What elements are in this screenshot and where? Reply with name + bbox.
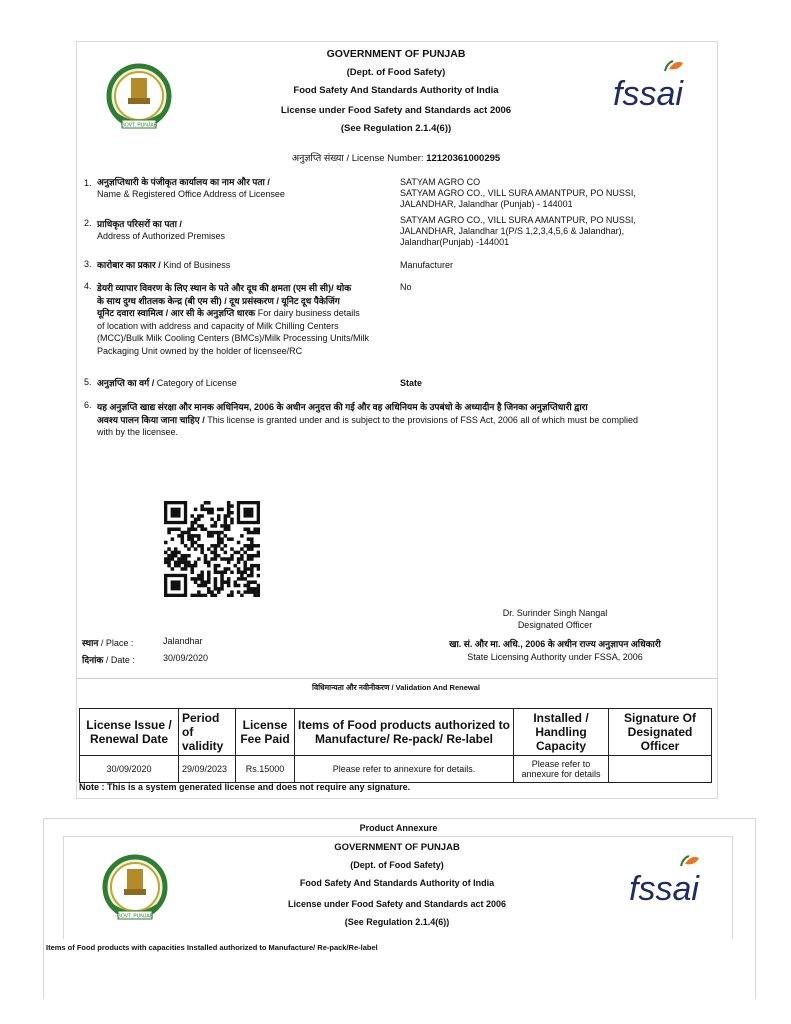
field-5-value: State [400,378,423,388]
table-cell: 30/09/2020 [80,756,179,783]
field-3-value: Manufacturer [400,260,454,270]
place-value: Jalandhar [163,636,203,646]
regulation-title: (See Regulation 2.1.4(6)) [344,917,450,927]
authority-title: Food Safety And Standards Authority of India [293,85,499,96]
field-5-number: 5. [84,377,92,387]
table-header-row [80,709,712,756]
table-header: License Issue / Renewal Date [80,709,179,756]
punjab-emblem-icon [104,62,174,134]
field-2-label: प्राधिकृत परिसरों का पता / Address of Authorized Premises [97,219,226,241]
table-cell [609,756,712,783]
authority-title: Food Safety And Standards Authority of India [299,878,495,888]
annexure-items-caption: Items of Food products with capacities Installed authorized to Manufacture/ Re-pack/Re-label [46,943,378,952]
field-3-label: कारोबार का प्रकार / Kind of Business [97,260,231,270]
field-6-number: 6. [84,400,92,410]
field-5-label: अनुज्ञप्ति का वर्ग / Category of License [97,378,237,388]
table-header: Installed / Handling Capacity [514,709,609,756]
table-row [80,756,712,783]
field-2-number: 2. [84,218,92,228]
field-1-value: SATYAM AGRO CO SATYAM AGRO CO., VILL SURA AMANTPUR, PO NUSSI, JALANDHAR, Jalandhar (Punjab) - 144001 [400,177,636,209]
field-4-number: 4. [84,281,92,291]
field-4-value: No [400,282,412,292]
qr-code [164,501,260,597]
table-header: Signature Of Designated Officer [609,709,712,756]
license-number-row [76,151,716,164]
dept-title: (Dept. of Food Safety) [346,67,446,78]
fssai-logo [627,852,703,918]
svg-text:GOVT. PUNJAB: GOVT. PUNJAB [116,913,154,920]
license-number-label: अनुज्ञप्ति संख्या / License Number: [291,153,424,164]
regulation-title: (See Regulation 2.1.4(6)) [340,123,452,134]
act-title: License under Food Safety and Standards act 2006 [287,899,507,909]
field-4-label: डेयरी व्यापार विवरण के लिए स्थान के पते और दूध की क्षमता (एम सी सी)/ थोक के साथ दुग्ध शीतलक केन्द्र (बी एम सी) / दूध प्रसंस्करण / यूनिट दूध पैकेजिंग यूनिट दवारा स्वामित्व / आर सी के अनुज्ञप्ति धारक For dairy business details of location with address and capacity of Milk Chilling Centers (MCC)/Bulk Milk Cooling Centers (BMCs)/Milk Processing Units/Milk Packaging Unit owned by the holder of licensee/RC [97,283,370,356]
field-1-number: 1. [84,178,92,188]
svg-text:fssai: fssai [613,75,683,113]
table-header: Items of Food products authorized to Manufacture/ Re-pack/ Re-label [295,709,514,756]
license-number-value: 12120361000295 [426,153,501,164]
table-cell: Please refer to annexure for details. [295,756,514,783]
date-value: 30/09/2020 [163,653,209,663]
table-cell: Rs.15000 [236,756,295,783]
field-3-number: 3. [84,259,92,269]
dept-title: (Dept. of Food Safety) [350,860,444,870]
table-header: Period of validity [179,709,236,756]
date-label: दिनांक / Date : [82,655,135,665]
svg-text:GOVT. PUNJAB: GOVT. PUNJAB [120,122,158,129]
field-2-value: SATYAM AGRO CO., VILL SURA AMANTPUR, PO NUSSI, JALANDHAR, Jalandhar 1(P/S 1,2,3,4,5,6 & Jalandhar), Jalandhar(Punjab) -144001 [400,215,636,247]
govt-title: GOVERNMENT OF PUNJAB [334,842,460,853]
govt-title: GOVERNMENT OF PUNJAB [326,48,466,60]
field-6-text: यह अनुज्ञप्ति खाद्य संरक्षा और मानक अधिनियम, 2006 के अधीन अनुदत्त की गई और वह अधिनियम के उपबंधो के अध्यादीन है जिनका अनुज्ञप्तिधारी द्वारा अवश्य पालन किया जाना चाहिए / This license is granted under and is subject to the provisions of FSS Act, 2006 all of which must be complied with by the licensee. [97,402,638,437]
officer-title: Designated Officer [517,620,593,630]
validation-title: विधिमान्यता और नवीनीकरण / Validation And Renewal [312,683,480,692]
officer-name: Dr. Surinder Singh Nangal [502,608,608,618]
table-header: License Fee Paid [236,709,295,756]
fssai-logo [611,57,687,123]
field-1-label: अनुज्ञप्तिधारी के पंजीकृत कार्यालय का नाम और पता / Name & Registered Office Address of Licensee [97,177,285,199]
officer-authority-hi: खा. सं. और मा. अधि., 2006 के अधीन राज्य अनुज्ञापन अधिकारी [449,639,661,649]
system-note: Note : This is a system generated license and does not require any signature. [79,782,411,792]
annexure-title: Product Annexure [359,823,438,833]
validation-table [79,708,712,783]
place-label: स्थान / Place : [82,638,134,648]
punjab-emblem-icon [100,853,170,925]
table-cell: 29/09/2023 [179,756,236,783]
officer-authority-en: State Licensing Authority under FSSA, 2006 [467,652,643,662]
act-title: License under Food Safety and Standards act 2006 [280,105,512,116]
svg-text:fssai: fssai [629,870,699,908]
table-cell: Please refer to annexure for details [514,756,609,783]
